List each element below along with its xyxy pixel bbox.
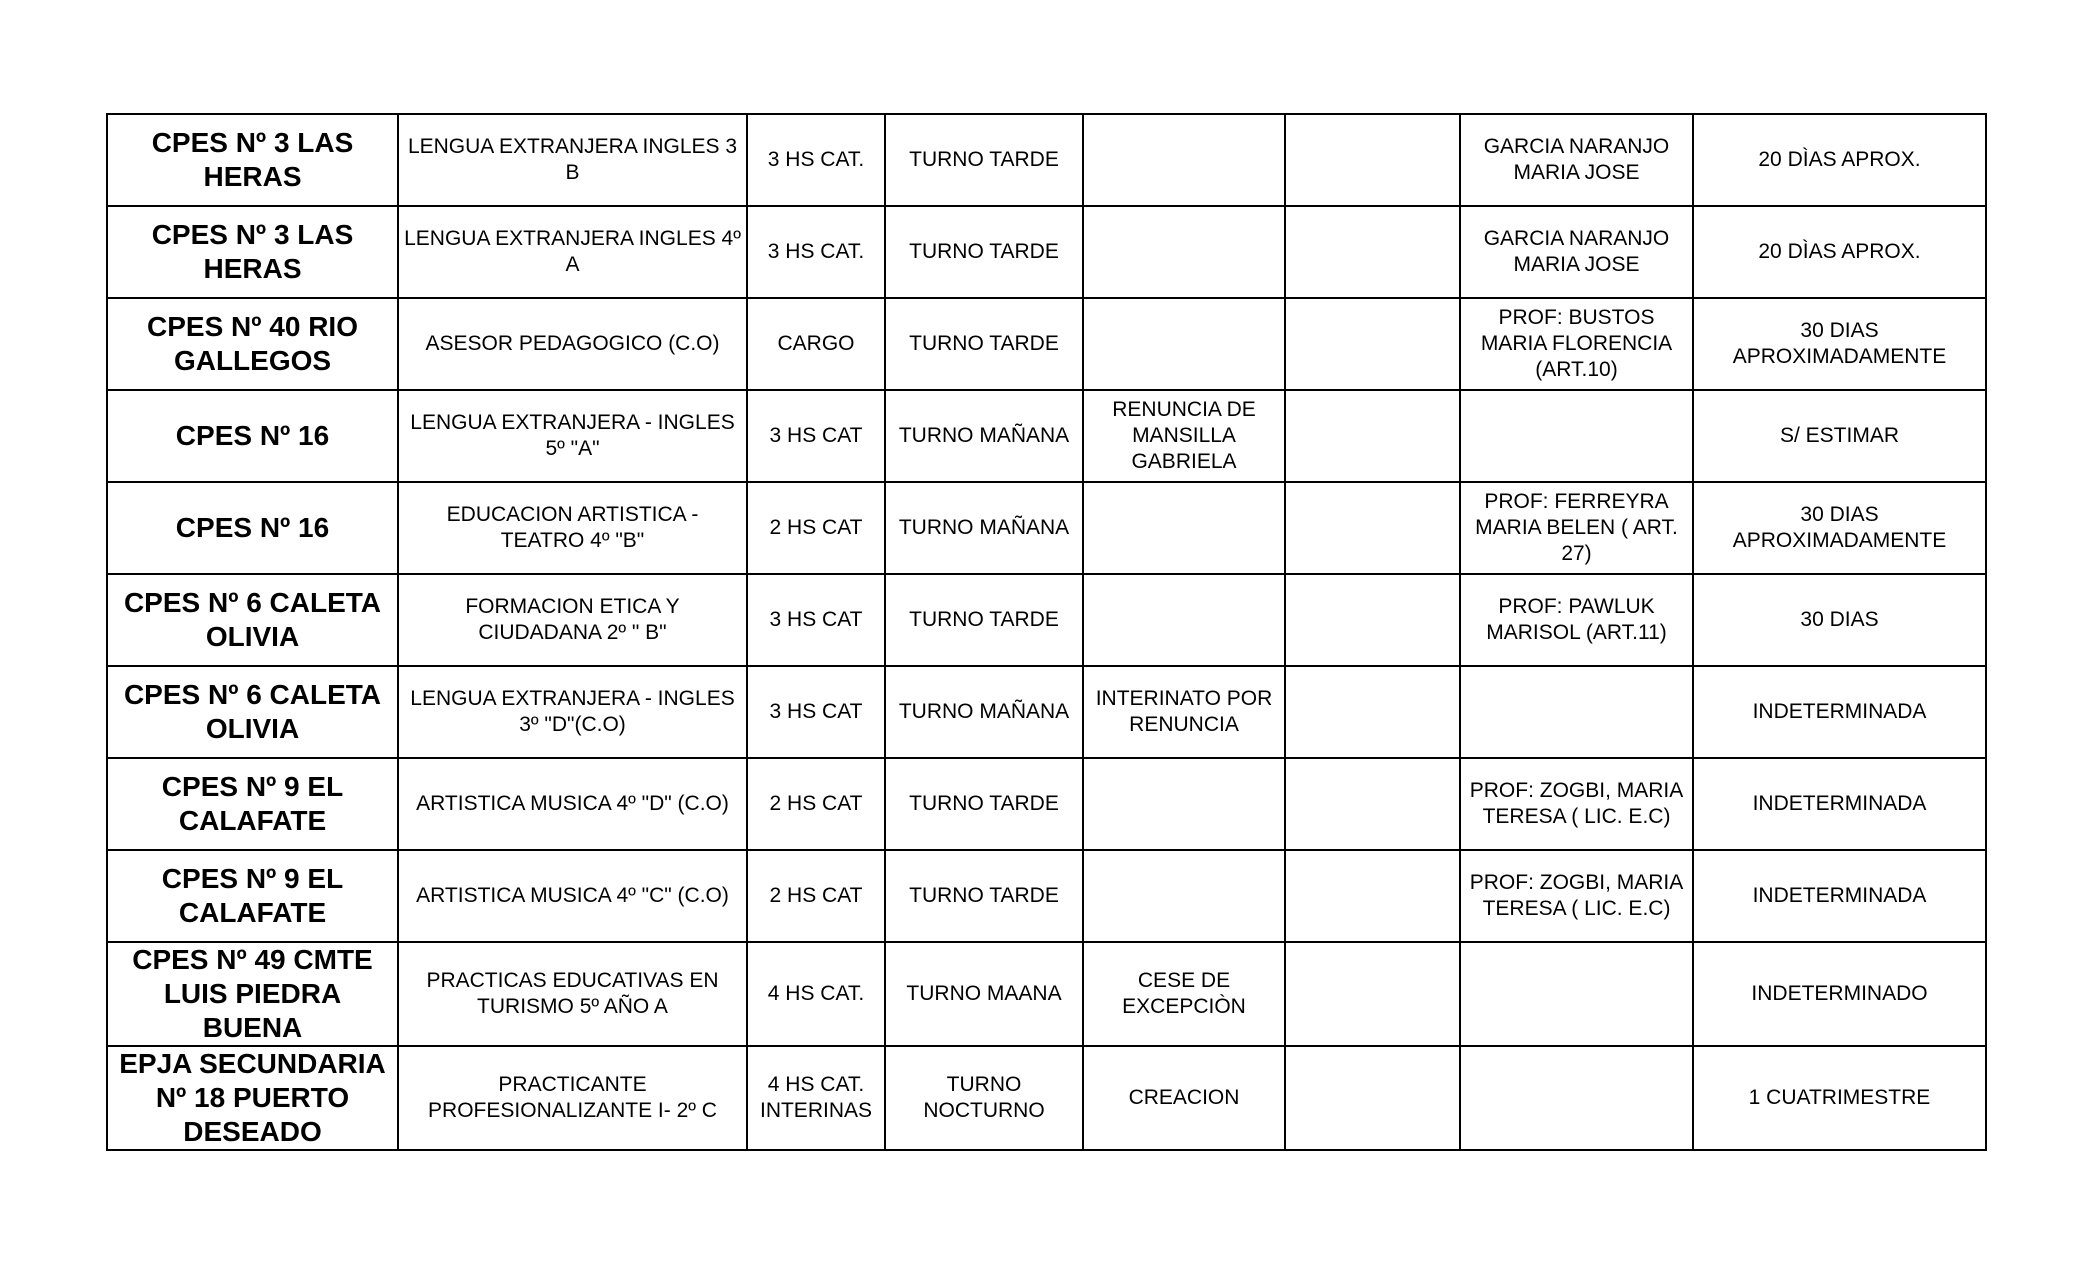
cell-reason: RENUNCIA DE MANSILLA GABRIELA (1083, 390, 1285, 482)
table-row (107, 758, 1986, 850)
cell-shift: TURNO MAÑANA (885, 482, 1083, 574)
cell-extra (1285, 1046, 1460, 1150)
cell-extra (1285, 206, 1460, 298)
cell-holder: GARCIA NARANJO MARIA JOSE (1460, 206, 1693, 298)
cell-extra (1285, 114, 1460, 206)
cell-reason (1083, 482, 1285, 574)
cell-holder: PROF: FERREYRA MARIA BELEN ( ART. 27) (1460, 482, 1693, 574)
cell-school: CPES Nº 16 (107, 482, 398, 574)
table-row (107, 850, 1986, 942)
cell-duration: INDETERMINADA (1693, 666, 1986, 758)
cell-shift: TURNO TARDE (885, 574, 1083, 666)
cell-shift: TURNO TARDE (885, 206, 1083, 298)
cell-extra (1285, 298, 1460, 390)
table-body (107, 114, 1986, 1150)
cell-extra (1285, 942, 1460, 1046)
cell-school: CPES Nº 6 CALETA OLIVIA (107, 666, 398, 758)
cell-subject: ARTISTICA MUSICA 4º "D" (C.O) (398, 758, 747, 850)
cell-shift: TURNO TARDE (885, 850, 1083, 942)
cell-subject: LENGUA EXTRANJERA INGLES 4º A (398, 206, 747, 298)
cell-subject: LENGUA EXTRANJERA - INGLES 3º "D"(C.O) (398, 666, 747, 758)
cell-extra (1285, 482, 1460, 574)
cell-reason: CREACION (1083, 1046, 1285, 1150)
cell-holder (1460, 942, 1693, 1046)
cell-duration: INDETERMINADA (1693, 850, 1986, 942)
cell-reason (1083, 298, 1285, 390)
cell-shift: TURNO NOCTURNO (885, 1046, 1083, 1150)
cell-holder: PROF: ZOGBI, MARIA TERESA ( LIC. E.C) (1460, 850, 1693, 942)
cell-subject: FORMACION ETICA Y CIUDADANA 2º " B" (398, 574, 747, 666)
cell-hours: 2 HS CAT (747, 758, 885, 850)
cell-hours: 3 HS CAT (747, 574, 885, 666)
table-row (107, 942, 1986, 1046)
cell-school: CPES Nº 9 EL CALAFATE (107, 758, 398, 850)
cell-school: CPES Nº 6 CALETA OLIVIA (107, 574, 398, 666)
cell-shift: TURNO MAANA (885, 942, 1083, 1046)
table-row (107, 1046, 1986, 1150)
cell-shift: TURNO MAÑANA (885, 390, 1083, 482)
cell-school: CPES Nº 3 LAS HERAS (107, 206, 398, 298)
cell-school: CPES Nº 3 LAS HERAS (107, 114, 398, 206)
cell-duration: INDETERMINADO (1693, 942, 1986, 1046)
cell-duration: 30 DIAS APROXIMADAMENTE (1693, 298, 1986, 390)
cell-holder (1460, 1046, 1693, 1150)
cell-duration: 30 DIAS APROXIMADAMENTE (1693, 482, 1986, 574)
cell-reason: CESE DE EXCEPCIÒN (1083, 942, 1285, 1046)
cell-school: CPES Nº 49 CMTE LUIS PIEDRA BUENA (107, 942, 398, 1046)
cell-reason (1083, 114, 1285, 206)
cell-hours: 2 HS CAT (747, 850, 885, 942)
table-row (107, 298, 1986, 390)
cell-hours: 2 HS CAT (747, 482, 885, 574)
cell-holder: GARCIA NARANJO MARIA JOSE (1460, 114, 1693, 206)
cell-shift: TURNO TARDE (885, 758, 1083, 850)
cell-duration: INDETERMINADA (1693, 758, 1986, 850)
table-row (107, 390, 1986, 482)
cell-reason: INTERINATO POR RENUNCIA (1083, 666, 1285, 758)
cell-hours: 4 HS CAT. INTERINAS (747, 1046, 885, 1150)
table-row (107, 666, 1986, 758)
cell-reason (1083, 206, 1285, 298)
cell-reason (1083, 758, 1285, 850)
cell-holder: PROF: PAWLUK MARISOL (ART.11) (1460, 574, 1693, 666)
table-row (107, 482, 1986, 574)
cell-shift: TURNO TARDE (885, 114, 1083, 206)
cell-extra (1285, 666, 1460, 758)
cell-hours: 3 HS CAT (747, 666, 885, 758)
cell-subject: PRACTICAS EDUCATIVAS EN TURISMO 5º AÑO A (398, 942, 747, 1046)
cell-holder: PROF: ZOGBI, MARIA TERESA ( LIC. E.C) (1460, 758, 1693, 850)
cell-reason (1083, 850, 1285, 942)
cell-duration: 1 CUATRIMESTRE (1693, 1046, 1986, 1150)
cell-hours: 3 HS CAT (747, 390, 885, 482)
cell-extra (1285, 758, 1460, 850)
cell-subject: EDUCACION ARTISTICA - TEATRO 4º "B" (398, 482, 747, 574)
table-row (107, 206, 1986, 298)
cell-extra (1285, 390, 1460, 482)
cell-school: CPES Nº 40 RIO GALLEGOS (107, 298, 398, 390)
cell-shift: TURNO MAÑANA (885, 666, 1083, 758)
cell-hours: 4 HS CAT. (747, 942, 885, 1046)
cell-hours: 3 HS CAT. (747, 114, 885, 206)
cell-subject: LENGUA EXTRANJERA INGLES 3 B (398, 114, 747, 206)
cell-school: CPES Nº 16 (107, 390, 398, 482)
cell-school: EPJA SECUNDARIA Nº 18 PUERTO DESEADO (107, 1046, 398, 1150)
table-row (107, 574, 1986, 666)
cell-school: CPES Nº 9 EL CALAFATE (107, 850, 398, 942)
cell-duration: 20 DÌAS APROX. (1693, 114, 1986, 206)
vacancies-table (106, 113, 1987, 1151)
cell-extra (1285, 574, 1460, 666)
cell-reason (1083, 574, 1285, 666)
cell-hours: CARGO (747, 298, 885, 390)
cell-subject: ASESOR PEDAGOGICO (C.O) (398, 298, 747, 390)
cell-extra (1285, 850, 1460, 942)
cell-holder: PROF: BUSTOS MARIA FLORENCIA (ART.10) (1460, 298, 1693, 390)
table-row (107, 114, 1986, 206)
cell-holder (1460, 390, 1693, 482)
cell-duration: 20 DÌAS APROX. (1693, 206, 1986, 298)
cell-subject: ARTISTICA MUSICA 4º "C" (C.O) (398, 850, 747, 942)
cell-shift: TURNO TARDE (885, 298, 1083, 390)
cell-subject: PRACTICANTE PROFESIONALIZANTE I- 2º C (398, 1046, 747, 1150)
cell-holder (1460, 666, 1693, 758)
cell-hours: 3 HS CAT. (747, 206, 885, 298)
cell-duration: S/ ESTIMAR (1693, 390, 1986, 482)
cell-duration: 30 DIAS (1693, 574, 1986, 666)
cell-subject: LENGUA EXTRANJERA - INGLES 5º "A" (398, 390, 747, 482)
